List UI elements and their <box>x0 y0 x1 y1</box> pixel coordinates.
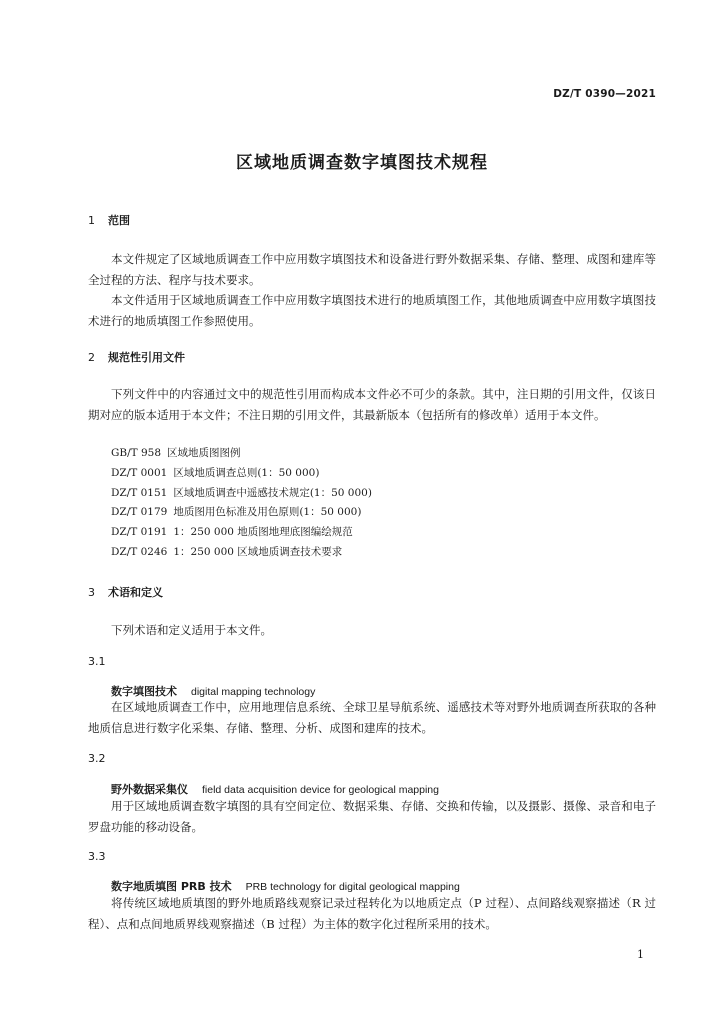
clause-3-3-term <box>111 878 460 894</box>
reference-item <box>111 444 372 464</box>
clause-3-2-definition: 用于区域地质调查数字填图的具有空间定位、数据采集、存储、交换和传输，以及摄影、摄像、录音和电子罗盘功能的移动设备。 <box>88 799 656 834</box>
reference-code: DZ/T 0179 <box>111 506 168 519</box>
section-1-title: 范围 <box>108 214 130 227</box>
normative-reference-list <box>111 444 372 563</box>
term-chinese: 数字地质填图 PRB 技术 <box>111 880 232 893</box>
section-1-heading <box>88 212 130 228</box>
section-1-paragraph-2: 本文件适用于区域地质调查工作中应用数字填图技术进行的地质填图工作，其他地质调查中应用数字填图技术进行的地质填图工作参照使用。 <box>88 293 656 328</box>
clause-3-2-number: 3.2 <box>88 752 106 765</box>
section-3-number: 3 <box>88 586 95 599</box>
reference-item <box>111 543 372 563</box>
reference-item <box>111 484 372 504</box>
reference-item <box>111 523 372 543</box>
clause-3-3-definition: 将传统区域地质填图的野外地质路线观察记录过程转化为以地质定点（P 过程）、点间路线观察描述（R 过程）、点和点间地质界线观察描述（B 过程）为主体的数字化过程所采用的技术。 <box>88 896 656 931</box>
reference-item <box>111 503 372 523</box>
clause-3-2-term <box>111 781 439 797</box>
clause-3-1-definition: 在区域地质调查工作中，应用地理信息系统、全球卫星导航系统、遥感技术等对野外地质调查所获取的各种地质信息进行数字化采集、存储、整理、分析、成图和建库的技术。 <box>88 700 656 735</box>
term-english: digital mapping technology <box>191 686 316 698</box>
reference-title: 地质图用色标准及用色原则(1：50 000) <box>173 506 362 519</box>
reference-title: 1：250 000 区域地质调查技术要求 <box>173 545 343 558</box>
reference-item <box>111 464 372 484</box>
term-english: PRB technology for digital geological mapping <box>245 881 460 893</box>
section-3-paragraph-1: 下列术语和定义适用于本文件。 <box>111 623 272 637</box>
section-1-number: 1 <box>88 214 95 227</box>
reference-code: DZ/T 0191 <box>111 526 168 539</box>
term-chinese: 数字填图技术 <box>111 685 177 698</box>
term-chinese: 野外数据采集仪 <box>111 783 188 796</box>
reference-code: DZ/T 0246 <box>111 545 168 558</box>
page-number: 1 <box>637 948 644 961</box>
reference-title: 区域地质图图例 <box>167 447 241 459</box>
section-2-heading <box>88 349 185 365</box>
section-2-paragraph-1: 下列文件中的内容通过文中的规范性引用而构成本文件必不可少的条款。其中，注日期的引用文件，仅该日期对应的版本适用于本文件；不注日期的引用文件，其最新版本（包括所有的修改单）适用于本文件。 <box>88 387 656 422</box>
clause-3-1-number: 3.1 <box>88 655 106 668</box>
reference-title: 区域地质调查总则(1：50 000) <box>173 466 320 479</box>
clause-3-3-number: 3.3 <box>88 850 106 863</box>
document-code: DZ/T 0390—2021 <box>553 88 656 100</box>
section-2-number: 2 <box>88 351 95 364</box>
section-3-heading <box>88 584 163 600</box>
reference-title: 区域地质调查中遥感技术规定(1：50 000) <box>173 486 372 499</box>
reference-title: 1：250 000 地质图地理底图编绘规范 <box>173 526 353 539</box>
section-1-paragraph-1: 本文件规定了区域地质调查工作中应用数字填图技术和设备进行野外数据采集、存储、整理、成图和建库等全过程的方法、程序与技术要求。 <box>88 252 656 287</box>
reference-code: GB/T 958 <box>111 447 162 459</box>
term-english: field data acquisition device for geological mapping <box>202 784 439 796</box>
section-2-title: 规范性引用文件 <box>108 351 185 364</box>
document-title: 区域地质调查数字填图技术规程 <box>236 153 488 173</box>
section-3-title: 术语和定义 <box>108 586 163 599</box>
reference-code: DZ/T 0001 <box>111 466 168 479</box>
reference-code: DZ/T 0151 <box>111 486 168 499</box>
